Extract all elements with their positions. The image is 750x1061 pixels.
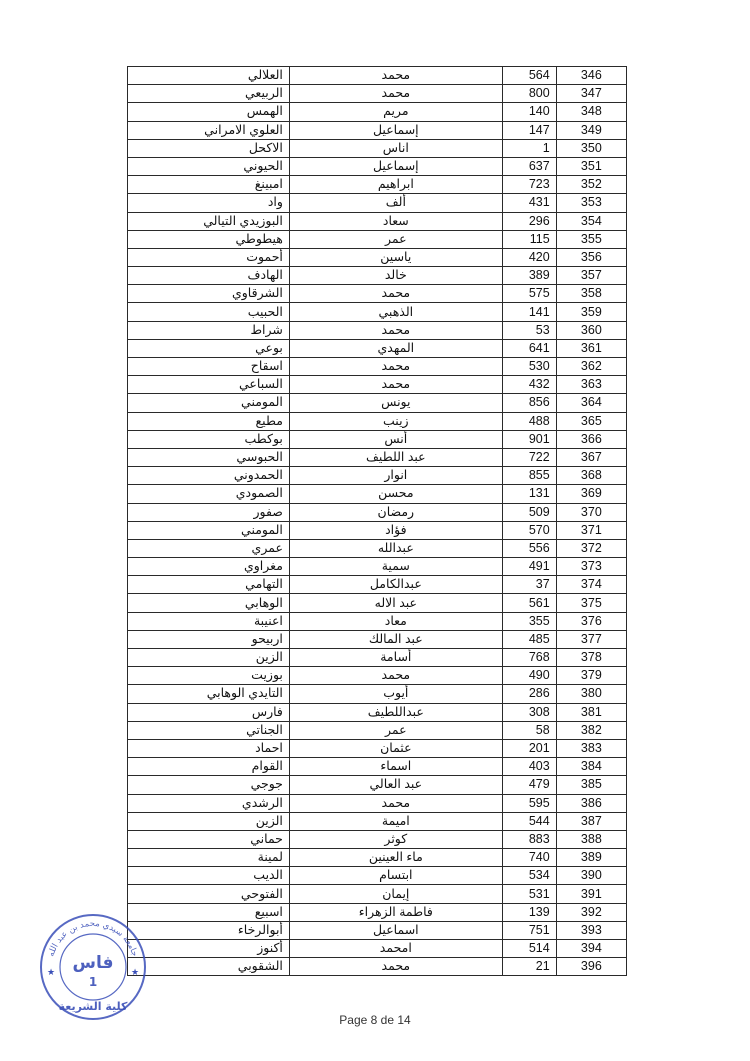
- number-cell: 368: [556, 467, 626, 485]
- last-name-cell: الحيوني: [128, 157, 290, 175]
- number-cell: 375: [556, 594, 626, 612]
- code-cell: 139: [502, 903, 556, 921]
- last-name-cell: الصمودي: [128, 485, 290, 503]
- last-name-cell: مغراوي: [128, 558, 290, 576]
- table-row: [128, 539, 627, 557]
- code-cell: 544: [502, 812, 556, 830]
- first-name-cell: كوثر: [289, 830, 502, 848]
- first-name-cell: محمد: [289, 358, 502, 376]
- code-cell: 286: [502, 685, 556, 703]
- table-row: [128, 940, 627, 958]
- number-cell: 383: [556, 739, 626, 757]
- last-name-cell: التهامي: [128, 576, 290, 594]
- last-name-cell: العلالي: [128, 67, 290, 85]
- first-name-cell: انوار: [289, 467, 502, 485]
- number-cell: 367: [556, 448, 626, 466]
- first-name-cell: المهدي: [289, 339, 502, 357]
- code-cell: 856: [502, 394, 556, 412]
- table-row: [128, 430, 627, 448]
- last-name-cell: فارس: [128, 703, 290, 721]
- number-cell: 391: [556, 885, 626, 903]
- code-cell: 488: [502, 412, 556, 430]
- first-name-cell: معاد: [289, 612, 502, 630]
- table-row: [128, 739, 627, 757]
- table-row: [128, 230, 627, 248]
- last-name-cell: المومني: [128, 521, 290, 539]
- number-cell: 388: [556, 830, 626, 848]
- first-name-cell: فاطمة الزهراء: [289, 903, 502, 921]
- code-cell: 641: [502, 339, 556, 357]
- last-name-cell: الاكحل: [128, 139, 290, 157]
- table-row: [128, 521, 627, 539]
- last-name-cell: التايدي الوهابي: [128, 685, 290, 703]
- table-row: [128, 849, 627, 867]
- first-name-cell: اناس: [289, 139, 502, 157]
- number-cell: 377: [556, 630, 626, 648]
- last-name-cell: السباعي: [128, 376, 290, 394]
- code-cell: 403: [502, 758, 556, 776]
- number-cell: 382: [556, 721, 626, 739]
- last-name-cell: الديب: [128, 867, 290, 885]
- code-cell: 308: [502, 703, 556, 721]
- first-name-cell: محمد: [289, 285, 502, 303]
- first-name-cell: عمر: [289, 230, 502, 248]
- number-cell: 347: [556, 85, 626, 103]
- code-cell: 131: [502, 485, 556, 503]
- number-cell: 356: [556, 248, 626, 266]
- first-name-cell: أنس: [289, 430, 502, 448]
- number-cell: 358: [556, 285, 626, 303]
- number-cell: 348: [556, 103, 626, 121]
- first-name-cell: الذهبي: [289, 303, 502, 321]
- first-name-cell: خالد: [289, 267, 502, 285]
- code-cell: 355: [502, 612, 556, 630]
- table-row: [128, 867, 627, 885]
- code-cell: 722: [502, 448, 556, 466]
- last-name-cell: الوهابي: [128, 594, 290, 612]
- number-cell: 389: [556, 849, 626, 867]
- table-row: [128, 176, 627, 194]
- first-name-cell: عبدالكامل: [289, 576, 502, 594]
- code-cell: 637: [502, 157, 556, 175]
- code-cell: 575: [502, 285, 556, 303]
- last-name-cell: العلوي الامراني: [128, 121, 290, 139]
- number-cell: 357: [556, 267, 626, 285]
- code-cell: 570: [502, 521, 556, 539]
- table-row: [128, 412, 627, 430]
- first-name-cell: عبداللطيف: [289, 703, 502, 721]
- number-cell: 387: [556, 812, 626, 830]
- number-cell: 363: [556, 376, 626, 394]
- table-row: [128, 630, 627, 648]
- first-name-cell: اسماعيل: [289, 921, 502, 939]
- first-name-cell: عمر: [289, 721, 502, 739]
- student-list-table: [127, 66, 627, 976]
- last-name-cell: جوجي: [128, 776, 290, 794]
- table-row: [128, 721, 627, 739]
- last-name-cell: الزين: [128, 812, 290, 830]
- stamp-city-text: فاس: [72, 953, 114, 973]
- last-name-cell: الرشدي: [128, 794, 290, 812]
- first-name-cell: محمد: [289, 376, 502, 394]
- code-cell: 431: [502, 194, 556, 212]
- number-cell: 394: [556, 940, 626, 958]
- first-name-cell: امحمد: [289, 940, 502, 958]
- code-cell: 564: [502, 67, 556, 85]
- last-name-cell: هيطوطي: [128, 230, 290, 248]
- code-cell: 531: [502, 885, 556, 903]
- last-name-cell: الحبيب: [128, 303, 290, 321]
- stamp-faculty-text: كلية الشريعة: [58, 1000, 128, 1013]
- code-cell: 21: [502, 958, 556, 976]
- table-row: [128, 67, 627, 85]
- first-name-cell: محمد: [289, 321, 502, 339]
- last-name-cell: الربيعي: [128, 85, 290, 103]
- last-name-cell: الهمس: [128, 103, 290, 121]
- table-row: [128, 103, 627, 121]
- last-name-cell: اعنيبة: [128, 612, 290, 630]
- table-row: [128, 212, 627, 230]
- table-row: [128, 358, 627, 376]
- last-name-cell: بوعي: [128, 339, 290, 357]
- table-row: [128, 830, 627, 848]
- last-name-cell: امبينغ: [128, 176, 290, 194]
- code-cell: 883: [502, 830, 556, 848]
- number-cell: 378: [556, 649, 626, 667]
- table-row: [128, 121, 627, 139]
- last-name-cell: لمينة: [128, 849, 290, 867]
- code-cell: 389: [502, 267, 556, 285]
- number-cell: 355: [556, 230, 626, 248]
- code-cell: 1: [502, 139, 556, 157]
- number-cell: 349: [556, 121, 626, 139]
- code-cell: 420: [502, 248, 556, 266]
- number-cell: 360: [556, 321, 626, 339]
- code-cell: 561: [502, 594, 556, 612]
- code-cell: 751: [502, 921, 556, 939]
- last-name-cell: المومني: [128, 394, 290, 412]
- table-row: [128, 467, 627, 485]
- table-row: [128, 594, 627, 612]
- last-name-cell: أبوالرخاء: [128, 921, 290, 939]
- last-name-cell: الحبوسي: [128, 448, 290, 466]
- code-cell: 595: [502, 794, 556, 812]
- first-name-cell: ابراهيم: [289, 176, 502, 194]
- first-name-cell: عثمان: [289, 739, 502, 757]
- table-row: [128, 812, 627, 830]
- code-cell: 855: [502, 467, 556, 485]
- number-cell: 379: [556, 667, 626, 685]
- code-cell: 768: [502, 649, 556, 667]
- table-row: [128, 649, 627, 667]
- last-name-cell: البوزيدي التيالي: [128, 212, 290, 230]
- first-name-cell: إيمان: [289, 885, 502, 903]
- stamp-star-right-icon: ★: [130, 968, 140, 978]
- table-row: [128, 958, 627, 976]
- first-name-cell: يونس: [289, 394, 502, 412]
- table-row: [128, 394, 627, 412]
- last-name-cell: الهادف: [128, 267, 290, 285]
- first-name-cell: محمد: [289, 667, 502, 685]
- last-name-cell: أكنوز: [128, 940, 290, 958]
- code-cell: 141: [502, 303, 556, 321]
- number-cell: 381: [556, 703, 626, 721]
- first-name-cell: محسن: [289, 485, 502, 503]
- code-cell: 201: [502, 739, 556, 757]
- code-cell: 37: [502, 576, 556, 594]
- last-name-cell: الحمدوني: [128, 467, 290, 485]
- table-row: [128, 776, 627, 794]
- first-name-cell: محمد: [289, 794, 502, 812]
- table-row: [128, 921, 627, 939]
- code-cell: 556: [502, 539, 556, 557]
- number-cell: 384: [556, 758, 626, 776]
- first-name-cell: سمية: [289, 558, 502, 576]
- code-cell: 53: [502, 321, 556, 339]
- number-cell: 365: [556, 412, 626, 430]
- last-name-cell: الفتوحي: [128, 885, 290, 903]
- first-name-cell: أسامة: [289, 649, 502, 667]
- first-name-cell: محمد: [289, 85, 502, 103]
- first-name-cell: ياسين: [289, 248, 502, 266]
- number-cell: 361: [556, 339, 626, 357]
- number-cell: 392: [556, 903, 626, 921]
- last-name-cell: مطيع: [128, 412, 290, 430]
- code-cell: 147: [502, 121, 556, 139]
- code-cell: 490: [502, 667, 556, 685]
- number-cell: 346: [556, 67, 626, 85]
- number-cell: 380: [556, 685, 626, 703]
- table-row: [128, 576, 627, 594]
- table-row: [128, 248, 627, 266]
- number-cell: 369: [556, 485, 626, 503]
- last-name-cell: احماد: [128, 739, 290, 757]
- first-name-cell: عبد الاله: [289, 594, 502, 612]
- code-cell: 723: [502, 176, 556, 194]
- number-cell: 386: [556, 794, 626, 812]
- last-name-cell: عمري: [128, 539, 290, 557]
- last-name-cell: بوكطب: [128, 430, 290, 448]
- table-row: [128, 157, 627, 175]
- first-name-cell: ماء العينين: [289, 849, 502, 867]
- table-row: [128, 758, 627, 776]
- last-name-cell: اسقاح: [128, 358, 290, 376]
- first-name-cell: سعاد: [289, 212, 502, 230]
- code-cell: 534: [502, 867, 556, 885]
- number-cell: 359: [556, 303, 626, 321]
- last-name-cell: اربيحو: [128, 630, 290, 648]
- last-name-cell: حماني: [128, 830, 290, 848]
- table-row: [128, 194, 627, 212]
- table-row: [128, 612, 627, 630]
- first-name-cell: مريم: [289, 103, 502, 121]
- first-name-cell: ألف: [289, 194, 502, 212]
- first-name-cell: فؤاد: [289, 521, 502, 539]
- first-name-cell: محمد: [289, 958, 502, 976]
- number-cell: 374: [556, 576, 626, 594]
- number-cell: 364: [556, 394, 626, 412]
- last-name-cell: بوزيت: [128, 667, 290, 685]
- code-cell: 115: [502, 230, 556, 248]
- first-name-cell: اسماء: [289, 758, 502, 776]
- code-cell: 509: [502, 503, 556, 521]
- table-row: [128, 685, 627, 703]
- last-name-cell: الشقوبي: [128, 958, 290, 976]
- number-cell: 366: [556, 430, 626, 448]
- number-cell: 362: [556, 358, 626, 376]
- table-row: [128, 558, 627, 576]
- table-row: [128, 321, 627, 339]
- table-row: [128, 794, 627, 812]
- table-row: [128, 703, 627, 721]
- code-cell: 491: [502, 558, 556, 576]
- first-name-cell: عبد العالي: [289, 776, 502, 794]
- code-cell: 514: [502, 940, 556, 958]
- last-name-cell: الزين: [128, 649, 290, 667]
- number-cell: 371: [556, 521, 626, 539]
- first-name-cell: عبدالله: [289, 539, 502, 557]
- last-name-cell: الجناتي: [128, 721, 290, 739]
- code-cell: 479: [502, 776, 556, 794]
- table-row: [128, 667, 627, 685]
- stamp-star-left-icon: ★: [46, 968, 56, 978]
- code-cell: 530: [502, 358, 556, 376]
- number-cell: 390: [556, 867, 626, 885]
- stamp-university-text: جامعة سيدي محمد بن عبد الله: [46, 918, 140, 958]
- first-name-cell: زينب: [289, 412, 502, 430]
- first-name-cell: اميمة: [289, 812, 502, 830]
- code-cell: 740: [502, 849, 556, 867]
- faculty-stamp: [38, 912, 148, 1022]
- code-cell: 800: [502, 85, 556, 103]
- last-name-cell: اسبيع: [128, 903, 290, 921]
- stamp-number-text: 1: [88, 975, 98, 989]
- number-cell: 393: [556, 921, 626, 939]
- last-name-cell: القوام: [128, 758, 290, 776]
- first-name-cell: محمد: [289, 67, 502, 85]
- code-cell: 901: [502, 430, 556, 448]
- first-name-cell: ابتسام: [289, 867, 502, 885]
- code-cell: 140: [502, 103, 556, 121]
- last-name-cell: الشرقاوي: [128, 285, 290, 303]
- table-row: [128, 339, 627, 357]
- code-cell: 58: [502, 721, 556, 739]
- last-name-cell: صفور: [128, 503, 290, 521]
- table-row: [128, 448, 627, 466]
- table-row: [128, 903, 627, 921]
- number-cell: 354: [556, 212, 626, 230]
- table-row: [128, 303, 627, 321]
- svg-text:جامعة سيدي محمد بن عبد الله: [47, 919, 140, 958]
- table-row: [128, 85, 627, 103]
- table-row: [128, 485, 627, 503]
- first-name-cell: عبد اللطيف: [289, 448, 502, 466]
- number-cell: 350: [556, 139, 626, 157]
- table-row: [128, 267, 627, 285]
- first-name-cell: رمضان: [289, 503, 502, 521]
- last-name-cell: أحموت: [128, 248, 290, 266]
- number-cell: 373: [556, 558, 626, 576]
- page-number-footer: Page 8 de 14: [339, 1013, 411, 1027]
- table-row: [128, 139, 627, 157]
- table-row: [128, 885, 627, 903]
- number-cell: 353: [556, 194, 626, 212]
- first-name-cell: أيوب: [289, 685, 502, 703]
- last-name-cell: واد: [128, 194, 290, 212]
- code-cell: 432: [502, 376, 556, 394]
- number-cell: 370: [556, 503, 626, 521]
- number-cell: 352: [556, 176, 626, 194]
- number-cell: 351: [556, 157, 626, 175]
- number-cell: 372: [556, 539, 626, 557]
- number-cell: 376: [556, 612, 626, 630]
- table-row: [128, 376, 627, 394]
- number-cell: 385: [556, 776, 626, 794]
- first-name-cell: عبد المالك: [289, 630, 502, 648]
- first-name-cell: إسماعيل: [289, 157, 502, 175]
- table-row: [128, 285, 627, 303]
- first-name-cell: إسماعيل: [289, 121, 502, 139]
- table-row: [128, 503, 627, 521]
- code-cell: 296: [502, 212, 556, 230]
- number-cell: 396: [556, 958, 626, 976]
- table-body: [128, 67, 627, 976]
- last-name-cell: شراط: [128, 321, 290, 339]
- code-cell: 485: [502, 630, 556, 648]
